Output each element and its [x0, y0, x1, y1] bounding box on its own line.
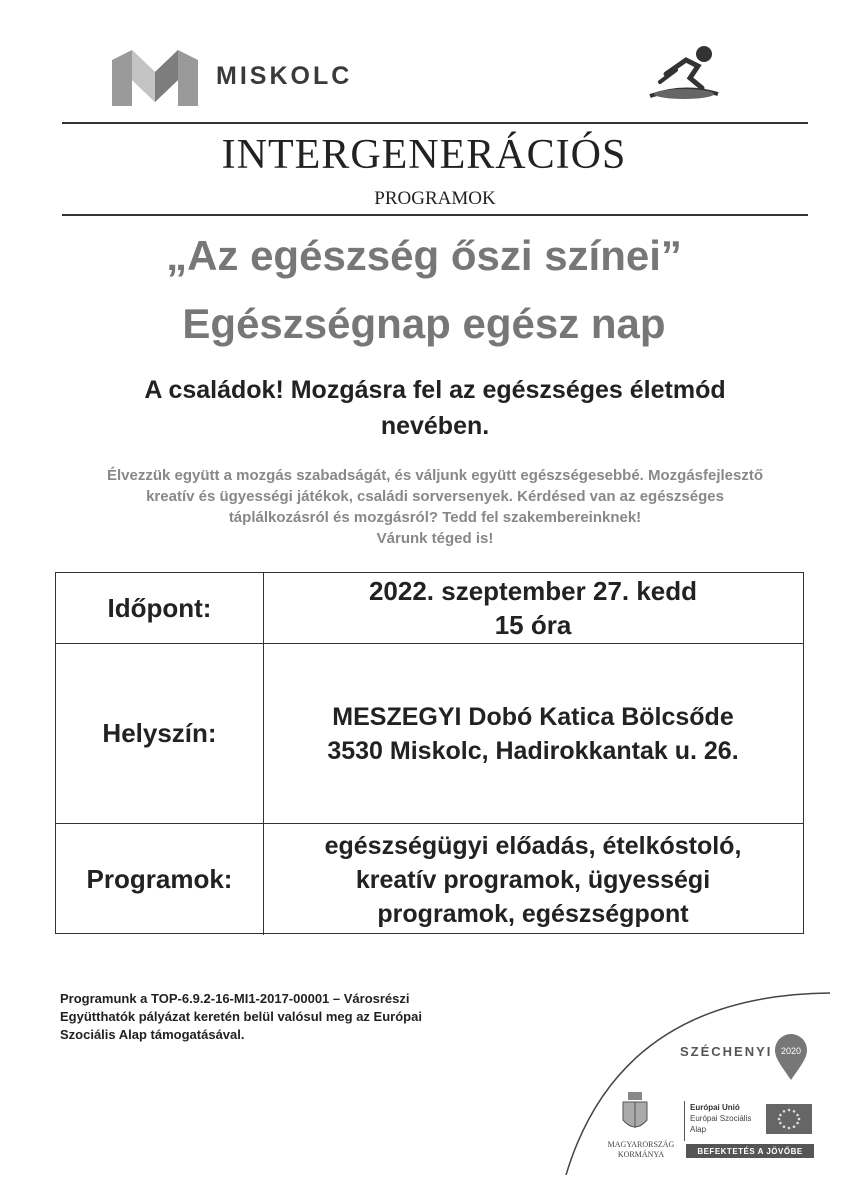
time-date: 2022. szeptember 27. kedd — [368, 576, 698, 606]
tagline-line: A családok! Mozgásra fel az egészséges életmód — [144, 376, 726, 404]
time-value — [263, 573, 803, 643]
place-value — [263, 644, 803, 823]
time-hour: 15 óra — [494, 610, 572, 640]
szechenyi-logo-text: SZÉCHENYI — [680, 1044, 773, 1059]
skateboarder-icon — [646, 44, 722, 104]
eu-union-label: Európai Unió — [690, 1103, 740, 1112]
event-subheadline: Egészségnap egész nap — [182, 300, 666, 347]
eu-fund-label-2: Alap — [690, 1125, 707, 1134]
funding-line: Programunk a TOP-6.9.2-16-MI1-2017-00001 – Városrészi — [60, 991, 410, 1006]
program-line: kreatív programok, ügyességi — [355, 865, 711, 894]
intro-line: Várunk téged is! — [376, 530, 494, 547]
intro-text — [80, 465, 790, 549]
szechenyi-year: 2020 — [780, 1046, 802, 1056]
intro-line: Élvezzük együtt a mozgás szabadságát, és váljunk együtt egészségesebbé. Mozgásfejlesztő — [106, 467, 764, 484]
top-divider — [62, 122, 808, 124]
miskolc-logo-icon — [112, 50, 198, 106]
funding-line: Szociális Alap támogatásával. — [60, 1027, 245, 1042]
page-subtitle: PROGRAMOK — [374, 188, 496, 209]
page-title: INTERGENERÁCIÓS — [221, 132, 627, 178]
event-headline: „Az egészség őszi színei” — [166, 232, 682, 279]
time-row — [56, 573, 803, 644]
event-info-table — [55, 572, 804, 934]
place-label: Helyszín: — [56, 644, 264, 823]
funding-line: Együtthatók pályázat keretén belül valósul meg az Európai — [60, 1009, 422, 1024]
tagline-line: nevében. — [380, 412, 490, 440]
tagline — [60, 372, 810, 444]
program-line: programok, egészségpont — [377, 899, 689, 928]
hungarian-crest-icon — [620, 1090, 650, 1136]
place-row — [56, 644, 803, 824]
time-label: Időpont: — [56, 573, 264, 643]
eu-fund-label: Európai Szociális — [690, 1114, 752, 1123]
brand-name: MISKOLC — [216, 62, 353, 90]
program-line: egészségügyi előadás, ételkóstoló, — [324, 831, 742, 860]
gov-line: KORMÁNYA — [617, 1150, 665, 1159]
intro-line: táplálkozásról és mozgásról? Tedd fel szakembereinknek! — [228, 509, 642, 526]
intro-line: kreatív és ügyességi játékok, családi sorversenyek. Kérdésed van az egészséges — [146, 488, 724, 505]
funding-note — [60, 990, 520, 1044]
szechenyi-pin-icon — [774, 1034, 808, 1080]
government-logo-text — [600, 1140, 682, 1160]
program-row — [56, 824, 803, 935]
place-address: 3530 Miskolc, Hadirokkantak u. 26. — [327, 736, 739, 765]
gov-line: MAGYARORSZÁG — [607, 1140, 675, 1149]
place-name: MESZEGYI Dobó Katica Bölcsőde — [332, 702, 734, 731]
eu-divider — [684, 1101, 685, 1141]
program-value — [263, 824, 803, 935]
middle-divider — [62, 214, 808, 216]
program-label: Programok: — [56, 824, 264, 935]
eu-slogan-bar: BEFEKTETÉS A JÖVŐBE — [686, 1144, 814, 1158]
eu-flag-icon — [766, 1104, 812, 1134]
